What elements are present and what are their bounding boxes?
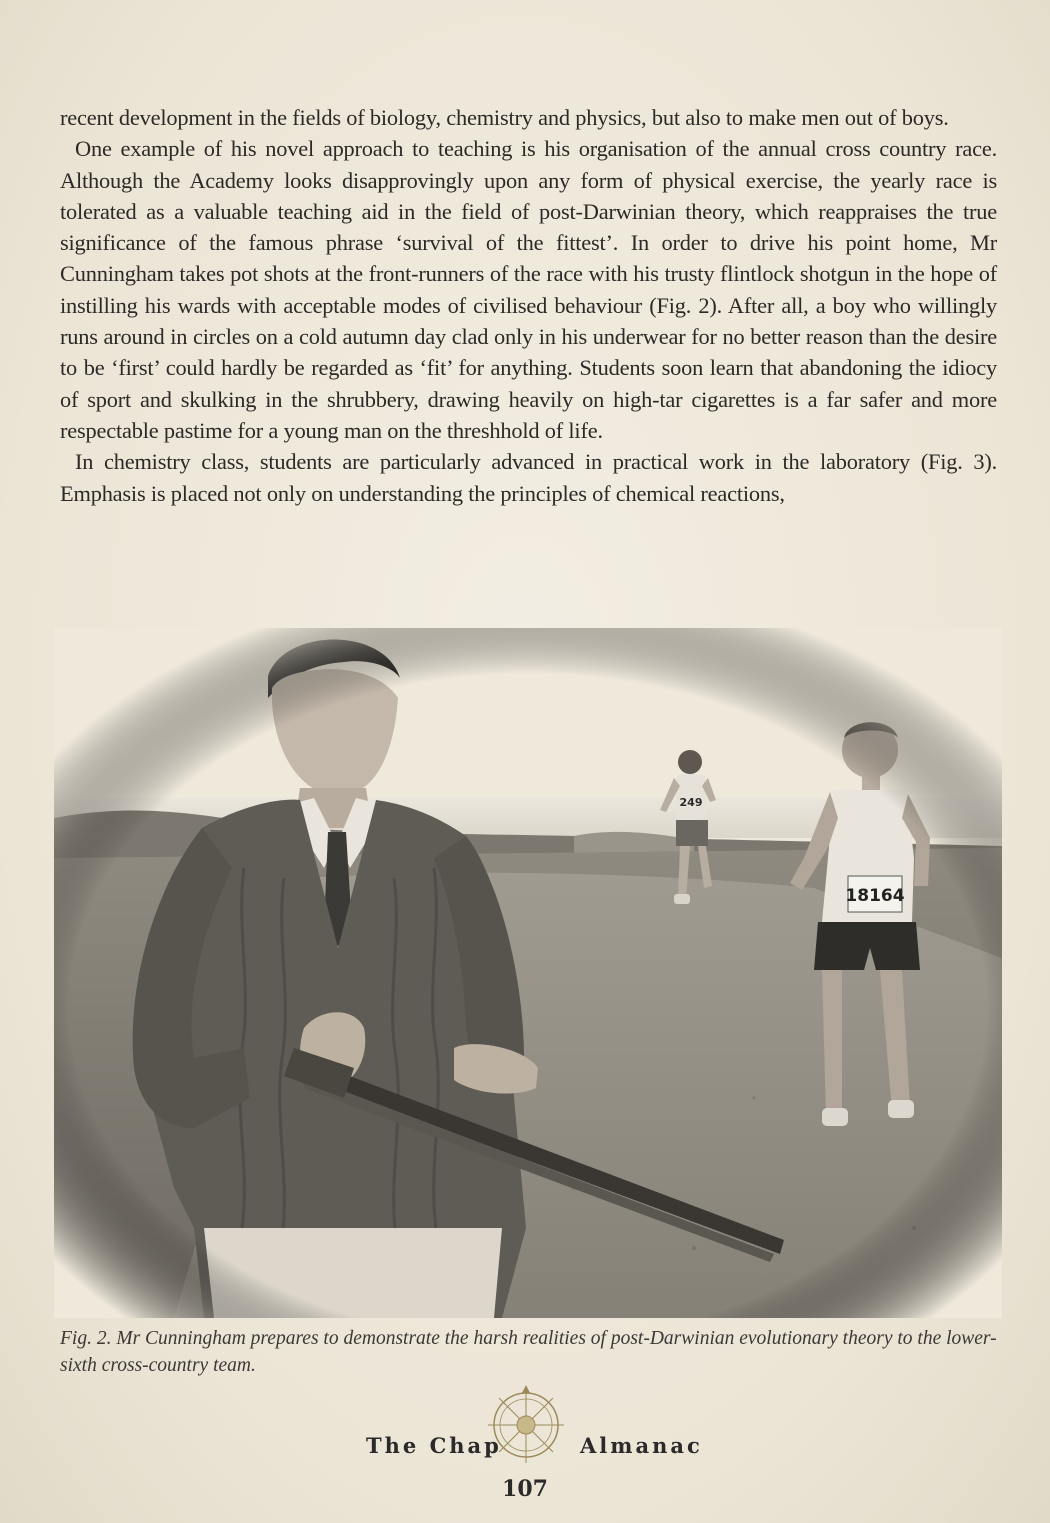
body-text: [60, 102, 997, 509]
footer-title-left: The Chap: [366, 1433, 502, 1458]
page-number: 107: [502, 1476, 548, 1502]
footer-title-right: Almanac: [580, 1433, 703, 1458]
paragraph: recent development in the fields of biology, chemistry and physics, but also to make men out of boys.: [60, 105, 949, 130]
almanac-emblem-icon: [487, 1385, 565, 1474]
paragraph: In chemistry class, students are particularly advanced in practical work in the laboratory (Fig. 3). Emphasis is placed not only on understanding the principles of chemical reactions,: [60, 449, 997, 506]
figure-photo: [54, 628, 1002, 1318]
figure-caption: Fig. 2. Mr Cunningham prepares to demonstrate the harsh realities of post-Darwinian evolutionary theory to the lower-sixth cross-country team.: [60, 1328, 997, 1376]
paragraph: One example of his novel approach to teaching is his organisation of the annual cross country race. Although the Academy looks disapprovingly upon any form of physical exercise, the yearly race is tolerated as a valuable teaching aid in the field of post-Darwinian theory, which reappraises the true significance of the famous phrase ‘survival of the fittest’. In order to drive his point home, Mr Cunningham takes pot shots at the front-runners of the race with his trusty flintlock shotgun in the hope of instilling his wards with acceptable modes of civilised behaviour (Fig. 2). After all, a boy who willingly runs around in circles on a cold autumn day clad only in his underwear for no better reason than the desire to be ‘first’ could hardly be regarded as ‘fit’ for anything. Students soon learn that abandoning the idiocy of sport and skulking in the shrubbery, drawing heavily on high-tar cigarettes is a far safer and more respectable pastime for a young man on the threshhold of life.: [60, 136, 997, 443]
page-footer: [0, 1380, 1050, 1523]
